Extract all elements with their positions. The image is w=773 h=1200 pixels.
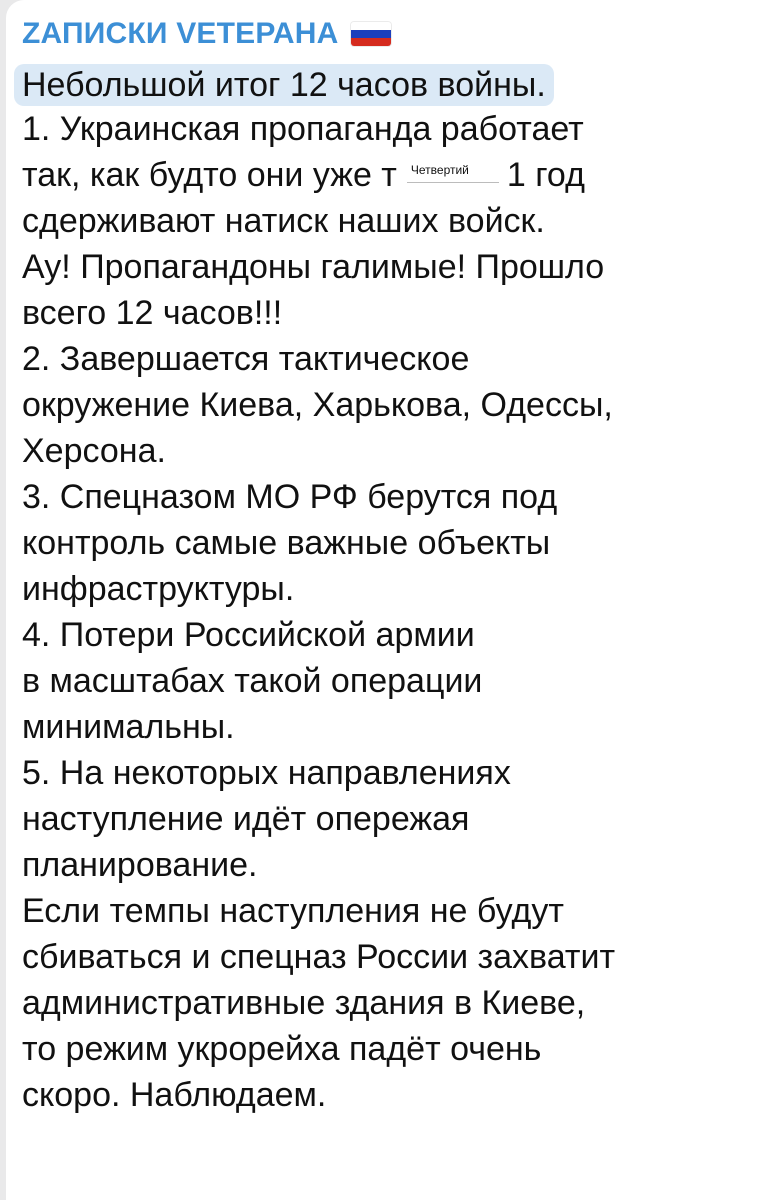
post-line: сдерживают натиск наших войск. bbox=[22, 202, 545, 240]
post-line: наступление идёт опережая bbox=[22, 800, 470, 838]
flag-stripe-red bbox=[351, 38, 391, 46]
russia-flag-icon bbox=[351, 22, 391, 46]
post-line: в масштабах такой операции bbox=[22, 662, 483, 700]
post-line: административные здания в Киеве, bbox=[22, 984, 586, 1022]
post-line: Если темпы наступления не будут bbox=[22, 892, 564, 930]
post-line: 4. Потери Российской армии bbox=[22, 616, 475, 654]
post-line: инфраструктуры. bbox=[22, 570, 295, 608]
flag-stripe-white bbox=[351, 22, 391, 30]
post-body bbox=[22, 106, 773, 1118]
channel-header[interactable] bbox=[22, 10, 773, 58]
post-line: 5. На некоторых направлениях bbox=[22, 754, 511, 792]
post-line: скоро. Наблюдаем. bbox=[22, 1076, 327, 1114]
post-line: окружение Киева, Харькова, Одессы, bbox=[22, 386, 613, 424]
post-line: 1. Украинская пропаганда работает bbox=[22, 110, 584, 148]
post-line: 3. Спецназом МО РФ берутся под bbox=[22, 478, 558, 516]
post-line: Херсона. bbox=[22, 432, 166, 470]
post-line: всего 12 часов!!! bbox=[22, 294, 283, 332]
post-line: сбиваться и спецназ России захватит bbox=[22, 938, 616, 976]
post-line-text: так, как будто они уже т bbox=[22, 156, 397, 194]
post-line: контроль самые важные объекты bbox=[22, 524, 551, 562]
post-line: то режим укрорейха падёт очень bbox=[22, 1030, 542, 1068]
post-line: минимальны. bbox=[22, 708, 235, 746]
edited-word-patch bbox=[397, 152, 507, 192]
post-line-tail: 1 год bbox=[506, 156, 585, 194]
quoted-heading: Небольшой итог 12 часов войны. bbox=[14, 64, 554, 106]
post-line: Ау! Пропагандоны галимые! Прошло bbox=[22, 248, 605, 286]
post-line-with-overlay bbox=[22, 152, 773, 198]
edited-word-overlay: Четвертий bbox=[407, 158, 499, 183]
flag-stripe-blue bbox=[351, 30, 391, 38]
channel-name[interactable]: ZАПИСКИ VЕТЕРАНА bbox=[22, 17, 339, 50]
post-line: планирование. bbox=[22, 846, 258, 884]
post-line: 2. Завершается тактическое bbox=[22, 340, 470, 378]
channel-post bbox=[22, 10, 773, 1118]
